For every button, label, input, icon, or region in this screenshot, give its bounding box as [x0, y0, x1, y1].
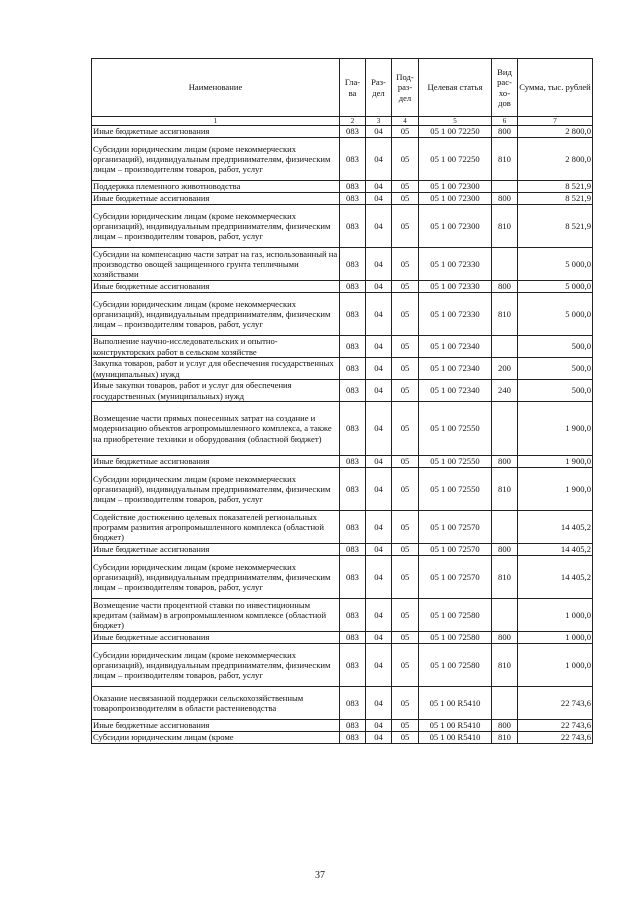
row-subsection: 05 — [392, 687, 419, 720]
row-section: 04 — [366, 468, 392, 511]
row-name: Возмещение части прямых понесенных затрат на создание и модернизацию объектов агропромышленного комплекса, а также на приобретение техники и оборудования (областной бюджет) — [92, 402, 340, 456]
column-number: 3 — [366, 117, 392, 126]
row-amount: 2 800,0 — [518, 138, 593, 181]
row-amount: 8 521,9 — [518, 205, 593, 248]
header-row — [92, 59, 593, 117]
header-subsection: Под-раз-дел — [392, 59, 419, 117]
row-subsection: 05 — [392, 511, 419, 544]
row-subsection: 05 — [392, 205, 419, 248]
row-name: Оказание несвязанной поддержки сельскохозяйственным товаропроизводителям в области растениеводства — [92, 687, 340, 720]
row-name: Иные бюджетные ассигнования — [92, 281, 340, 293]
row-chapter: 083 — [340, 358, 366, 380]
table-row — [92, 456, 593, 468]
row-subsection: 05 — [392, 720, 419, 732]
row-chapter: 083 — [340, 687, 366, 720]
row-target: 05 1 00 72300 — [419, 181, 492, 193]
row-amount: 22 743,6 — [518, 720, 593, 732]
row-amount: 500,0 — [518, 380, 593, 402]
row-chapter: 083 — [340, 468, 366, 511]
row-amount: 8 521,9 — [518, 181, 593, 193]
row-chapter: 083 — [340, 293, 366, 336]
row-expense-type — [492, 687, 518, 720]
row-target: 05 1 00 72580 — [419, 644, 492, 687]
row-target: 05 1 00 72550 — [419, 468, 492, 511]
row-subsection: 05 — [392, 193, 419, 205]
row-subsection: 05 — [392, 126, 419, 138]
row-chapter: 083 — [340, 599, 366, 632]
row-target: 05 1 00 R5410 — [419, 732, 492, 744]
row-amount: 22 743,6 — [518, 732, 593, 744]
row-chapter: 083 — [340, 632, 366, 644]
row-chapter: 083 — [340, 720, 366, 732]
row-expense-type: 800 — [492, 720, 518, 732]
row-subsection: 05 — [392, 281, 419, 293]
row-section: 04 — [366, 402, 392, 456]
row-chapter: 083 — [340, 511, 366, 544]
row-target: 05 1 00 72250 — [419, 138, 492, 181]
row-expense-type: 800 — [492, 281, 518, 293]
table-row — [92, 544, 593, 556]
row-section: 04 — [366, 544, 392, 556]
row-expense-type: 810 — [492, 138, 518, 181]
row-amount: 22 743,6 — [518, 687, 593, 720]
table-row — [92, 402, 593, 456]
row-target: 05 1 00 72580 — [419, 599, 492, 632]
row-name: Закупка товаров, работ и услуг для обеспечения государственных (муниципальных) нужд — [92, 358, 340, 380]
table-row — [92, 380, 593, 402]
row-section: 04 — [366, 248, 392, 281]
row-amount: 1 000,0 — [518, 632, 593, 644]
row-amount: 14 405,2 — [518, 544, 593, 556]
row-target: 05 1 00 72550 — [419, 456, 492, 468]
row-expense-type — [492, 511, 518, 544]
row-subsection: 05 — [392, 181, 419, 193]
row-subsection: 05 — [392, 644, 419, 687]
row-section: 04 — [366, 456, 392, 468]
row-section: 04 — [366, 632, 392, 644]
row-name: Содействие достижению целевых показателей региональных программ развития агропромышленного комплекса (областной бюджет) — [92, 511, 340, 544]
row-section: 04 — [366, 138, 392, 181]
row-section: 04 — [366, 380, 392, 402]
column-number: 4 — [392, 117, 419, 126]
table-row — [92, 644, 593, 687]
row-subsection: 05 — [392, 544, 419, 556]
row-subsection: 05 — [392, 599, 419, 632]
table-row — [92, 556, 593, 599]
row-expense-type: 810 — [492, 644, 518, 687]
row-amount: 5 000,0 — [518, 248, 593, 281]
row-section: 04 — [366, 556, 392, 599]
row-amount: 8 521,9 — [518, 193, 593, 205]
column-number: 6 — [492, 117, 518, 126]
row-name: Субсидии юридическим лицам (кроме некоммерческих организаций), индивидуальным предпринимателям, физическим лицам – производителям товаров, работ, услуг — [92, 293, 340, 336]
row-subsection: 05 — [392, 248, 419, 281]
row-target: 05 1 00 72580 — [419, 632, 492, 644]
row-section: 04 — [366, 193, 392, 205]
table-row — [92, 336, 593, 358]
row-name: Иные бюджетные ассигнования — [92, 193, 340, 205]
budget-table — [91, 58, 593, 744]
row-amount: 5 000,0 — [518, 281, 593, 293]
row-target: 05 1 00 R5410 — [419, 687, 492, 720]
row-name: Субсидии юридическим лицам (кроме некоммерческих организаций), индивидуальным предпринимателям, физическим лицам – производителям товаров, работ, услуг — [92, 205, 340, 248]
row-amount: 5 000,0 — [518, 293, 593, 336]
row-amount: 500,0 — [518, 358, 593, 380]
header-section: Раз-дел — [366, 59, 392, 117]
header-chapter: Гла-ва — [340, 59, 366, 117]
row-target: 05 1 00 72340 — [419, 358, 492, 380]
row-chapter: 083 — [340, 248, 366, 281]
row-subsection: 05 — [392, 456, 419, 468]
row-amount: 1 900,0 — [518, 402, 593, 456]
row-expense-type: 810 — [492, 205, 518, 248]
column-number-row — [92, 117, 593, 126]
table-row — [92, 468, 593, 511]
row-subsection: 05 — [392, 138, 419, 181]
row-subsection: 05 — [392, 556, 419, 599]
row-expense-type: 800 — [492, 544, 518, 556]
table-row — [92, 632, 593, 644]
row-chapter: 083 — [340, 138, 366, 181]
row-expense-type: 240 — [492, 380, 518, 402]
row-name: Субсидии юридическим лицам (кроме некоммерческих организаций), индивидуальным предпринимателям, физическим лицам – производителям товаров, работ, услуг — [92, 556, 340, 599]
header-name: Наименование — [92, 59, 340, 117]
row-chapter: 083 — [340, 556, 366, 599]
row-subsection: 05 — [392, 632, 419, 644]
row-expense-type: 810 — [492, 732, 518, 744]
table-row — [92, 281, 593, 293]
row-section: 04 — [366, 205, 392, 248]
row-expense-type: 200 — [492, 358, 518, 380]
row-subsection: 05 — [392, 358, 419, 380]
row-name: Иные бюджетные ассигнования — [92, 720, 340, 732]
row-chapter: 083 — [340, 380, 366, 402]
row-name: Иные бюджетные ассигнования — [92, 126, 340, 138]
table-row — [92, 193, 593, 205]
row-section: 04 — [366, 336, 392, 358]
row-chapter: 083 — [340, 732, 366, 744]
row-amount: 2 800,0 — [518, 126, 593, 138]
row-target: 05 1 00 72570 — [419, 511, 492, 544]
row-target: 05 1 00 72300 — [419, 205, 492, 248]
row-section: 04 — [366, 293, 392, 336]
table-body — [92, 126, 593, 744]
row-subsection: 05 — [392, 380, 419, 402]
row-target: 05 1 00 72300 — [419, 193, 492, 205]
row-name: Субсидии юридическим лицам (кроме некоммерческих организаций), индивидуальным предпринимателям, физическим лицам – производителям товаров, работ, услуг — [92, 138, 340, 181]
table-row — [92, 687, 593, 720]
row-expense-type: 800 — [492, 632, 518, 644]
page-number: 37 — [315, 870, 325, 881]
row-name: Субсидии на компенсацию части затрат на газ, использованный на производство овощей защищенного грунта тепличными хозяйствами — [92, 248, 340, 281]
row-section: 04 — [366, 511, 392, 544]
column-number: 7 — [518, 117, 593, 126]
row-name: Субсидии юридическим лицам (кроме — [92, 732, 340, 744]
row-expense-type: 810 — [492, 293, 518, 336]
row-section: 04 — [366, 644, 392, 687]
row-expense-type: 800 — [492, 126, 518, 138]
row-target: 05 1 00 72340 — [419, 336, 492, 358]
row-expense-type — [492, 402, 518, 456]
column-number: 1 — [92, 117, 340, 126]
row-chapter: 083 — [340, 193, 366, 205]
row-amount: 500,0 — [518, 336, 593, 358]
row-section: 04 — [366, 720, 392, 732]
row-chapter: 083 — [340, 456, 366, 468]
row-expense-type: 800 — [492, 193, 518, 205]
row-name: Иные бюджетные ассигнования — [92, 632, 340, 644]
row-expense-type: 810 — [492, 556, 518, 599]
row-section: 04 — [366, 358, 392, 380]
table-row — [92, 248, 593, 281]
row-chapter: 083 — [340, 544, 366, 556]
row-subsection: 05 — [392, 468, 419, 511]
row-target: 05 1 00 72570 — [419, 556, 492, 599]
table-row — [92, 181, 593, 193]
column-number: 2 — [340, 117, 366, 126]
row-target: 05 1 00 72550 — [419, 402, 492, 456]
row-target: 05 1 00 72340 — [419, 380, 492, 402]
table-row — [92, 358, 593, 380]
row-name: Субсидии юридическим лицам (кроме некоммерческих организаций), индивидуальным предпринимателям, физическим лицам – производителям товаров, работ, услуг — [92, 468, 340, 511]
row-target: 05 1 00 72250 — [419, 126, 492, 138]
row-amount: 1 900,0 — [518, 468, 593, 511]
row-target: 05 1 00 R5410 — [419, 720, 492, 732]
row-amount: 1 900,0 — [518, 456, 593, 468]
row-expense-type: 810 — [492, 468, 518, 511]
row-target: 05 1 00 72330 — [419, 281, 492, 293]
row-chapter: 083 — [340, 402, 366, 456]
table-row — [92, 511, 593, 544]
row-target: 05 1 00 72570 — [419, 544, 492, 556]
row-section: 04 — [366, 281, 392, 293]
row-amount: 1 000,0 — [518, 599, 593, 632]
table-row — [92, 138, 593, 181]
header-expense-type: Вид рас-хо-дов — [492, 59, 518, 117]
header-target: Целевая статья — [419, 59, 492, 117]
row-amount: 14 405,2 — [518, 511, 593, 544]
row-subsection: 05 — [392, 732, 419, 744]
row-name: Поддержка племенного животноводства — [92, 181, 340, 193]
row-amount: 14 405,2 — [518, 556, 593, 599]
row-expense-type: 800 — [492, 456, 518, 468]
row-section: 04 — [366, 599, 392, 632]
row-section: 04 — [366, 687, 392, 720]
row-name: Иные бюджетные ассигнования — [92, 544, 340, 556]
row-chapter: 083 — [340, 205, 366, 248]
table-row — [92, 732, 593, 744]
column-number: 5 — [419, 117, 492, 126]
row-chapter: 083 — [340, 644, 366, 687]
table-row — [92, 720, 593, 732]
row-subsection: 05 — [392, 402, 419, 456]
row-name: Выполнение научно-исследовательских и опытно-конструкторских работ в сельском хозяйстве — [92, 336, 340, 358]
row-amount: 1 000,0 — [518, 644, 593, 687]
header-amount: Сумма, тыс. рублей — [518, 59, 593, 117]
row-name: Иные бюджетные ассигнования — [92, 456, 340, 468]
row-expense-type — [492, 181, 518, 193]
row-name: Возмещение части процентной ставки по инвестиционным кредитам (займам) в агропромышленном комплексе (областной бюджет) — [92, 599, 340, 632]
row-section: 04 — [366, 181, 392, 193]
row-expense-type — [492, 248, 518, 281]
row-section: 04 — [366, 126, 392, 138]
row-chapter: 083 — [340, 336, 366, 358]
row-subsection: 05 — [392, 293, 419, 336]
table-row — [92, 205, 593, 248]
row-expense-type — [492, 599, 518, 632]
row-name: Иные закупки товаров, работ и услуг для обеспечения государственных (муниципальных) нужд — [92, 380, 340, 402]
row-section: 04 — [366, 732, 392, 744]
table-row — [92, 126, 593, 138]
row-chapter: 083 — [340, 126, 366, 138]
row-name: Субсидии юридическим лицам (кроме некоммерческих организаций), индивидуальным предпринимателям, физическим лицам – производителям товаров, работ, услуг — [92, 644, 340, 687]
row-expense-type — [492, 336, 518, 358]
table-row — [92, 599, 593, 632]
row-chapter: 083 — [340, 281, 366, 293]
row-target: 05 1 00 72330 — [419, 248, 492, 281]
table-row — [92, 293, 593, 336]
row-subsection: 05 — [392, 336, 419, 358]
row-chapter: 083 — [340, 181, 366, 193]
row-target: 05 1 00 72330 — [419, 293, 492, 336]
